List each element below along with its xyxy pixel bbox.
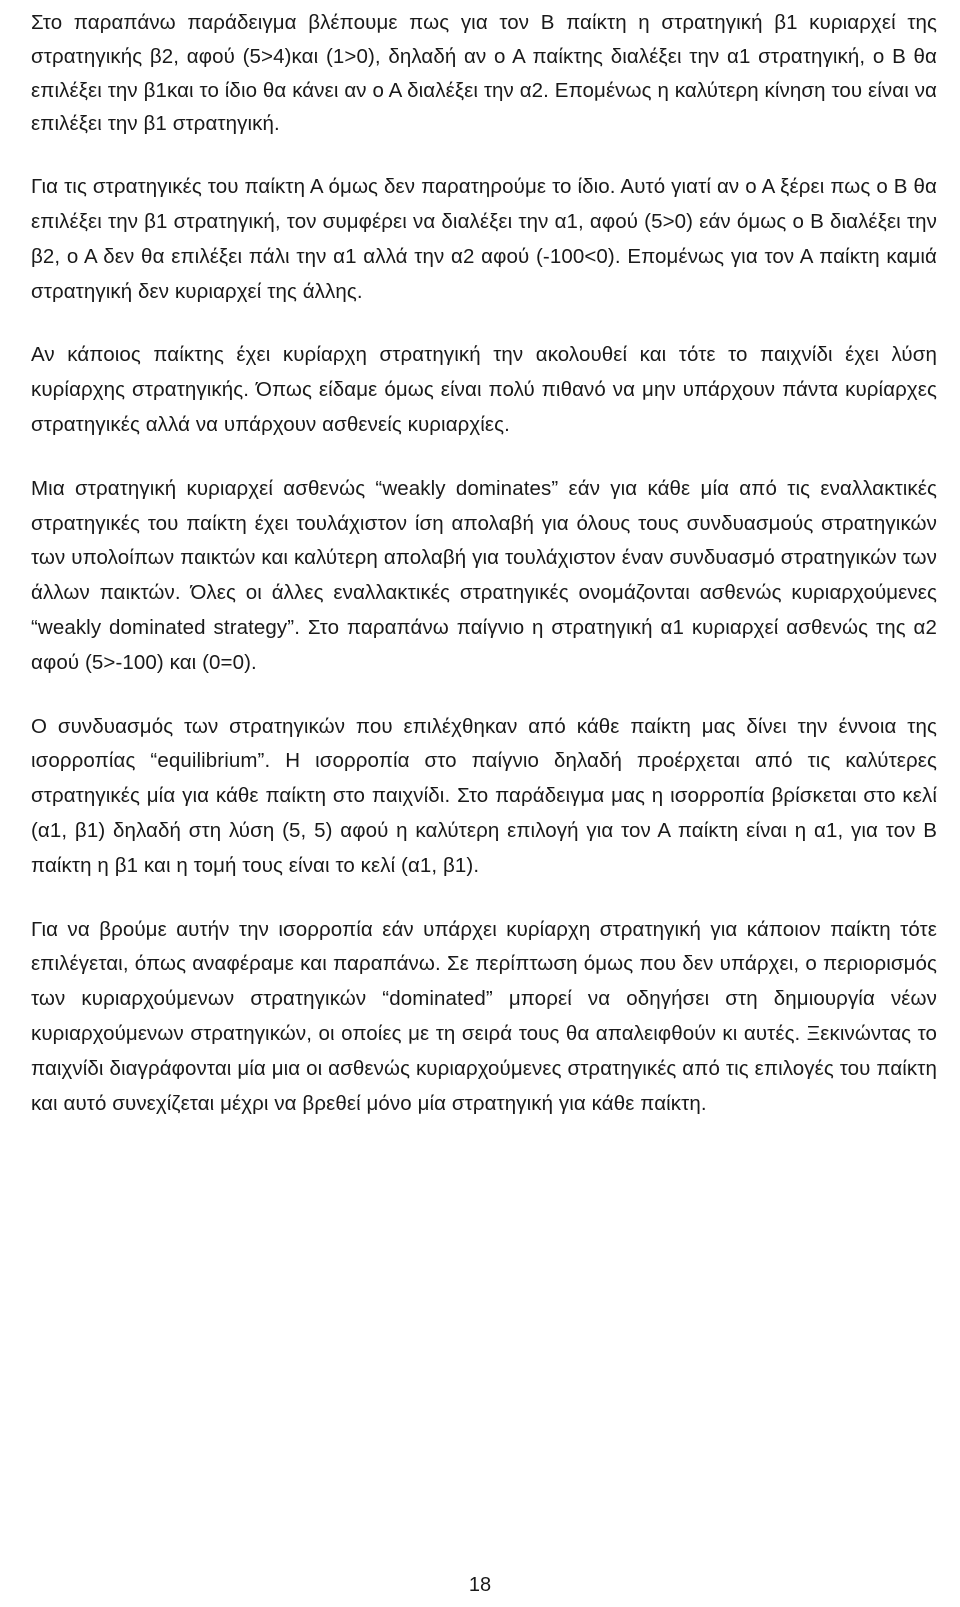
page-number: 18: [468, 1574, 492, 1596]
paragraph-finding-equilibrium: Για να βρούμε αυτήν την ισορροπία εάν υπάρχει κυρίαρχη στρατηγική για κάποιον παίκτη τότε επιλέγεται, όπως αναφέραμε και παραπάνω. Σε περίπτωση όμως που δεν υπάρχει, ο περιορισμός των κυριαρχούμενων στρατηγικών “dominated” μπορεί να οδηγήσει στη δημιουργία νέων κυριαρχούμενων στρατηγικών, οι οποίες με τη σειρά τους θα απαλειφθούν κι αυτές. Ξεκινώντας το παιχνίδι διαγράφονται μία μια οι ασθενώς κυριαρχούμενες στρατηγικές από τις επιλογές του παίκτη και αυτό συνεχίζεται μέχρι να βρεθεί μόνο μία στρατηγική για κάθε παίκτη.: [31, 917, 937, 1115]
paragraph-strategy-a-no-dominance: Για τις στρατηγικές του παίκτη Α όμως δεν παρατηρούμε το ίδιο. Αυτό γιατί αν ο Α ξέρει πως ο Β θα επιλέξει την β1 στρατηγική, τον συμφέρει να διαλέξει την α1, αφού (5>0) εάν όμως ο Β διαλέξει την β2, ο Α δεν θα επιλέξει πάλι την α1 αλλά την α2 αφού (-100<0). Επομένως για τον Α παίκτη καμιά στρατηγική δεν κυριαρχεί της άλλης.: [31, 175, 937, 303]
paragraph-weakly-dominates: Μια στρατηγική κυριαρχεί ασθενώς “weakly dominates” εάν για κάθε μία από τις εναλλακτικές στρατηγικές του παίκτη έχει τουλάχιστον ίση απολαβή για όλους τους συνδυασμούς στρατηγικών των υπολοίπων παικτών και καλύτερη απολαβή για τουλάχιστον έναν συνδυασμό στρατηγικών των άλλων παικτών. Όλες οι άλλες εναλλακτικές στρατηγικές ονομάζονται ασθενώς κυριαρχούμενες “weakly dominated strategy”. Στο παραπάνω παίγνιο η στρατηγική α1 κυριαρχεί ασθενώς της α2 αφού (5>-100) και (0=0).: [31, 476, 937, 674]
paragraph-equilibrium: Ο συνδυασμός των στρατηγικών που επιλέχθηκαν από κάθε παίκτη μας δίνει την έννοια της ισορροπίας “equilibrium”. Η ισορροπία στο παίγνιο δηλαδή προέρχεται από τις καλύτερες στρατηγικές μία για κάθε παίκτη στο παιχνίδι. Στο παράδειγμα μας η ισορροπία βρίσκεται στο κελί (α1, β1) δηλαδή στη λύση (5, 5) αφού η καλύτερη επιλογή για τον Α παίκτη είναι η α1, για τον Β παίκτη η β1 και η τομή τους είναι το κελί (α1, β1).: [31, 714, 937, 877]
document-body: [31, 6, 937, 1150]
paragraph-dominant-strategy-solution: Αν κάποιος παίκτης έχει κυρίαρχη στρατηγική την ακολουθεί και τότε το παιχνίδι έχει λύση κυρίαρχης στρατηγικής. Όπως είδαμε όμως είναι πολύ πιθανό να μην υπάρχουν πάντα κυρίαρχες στρατηγικές αλλά να υπάρχουν ασθενείς κυριαρχίες.: [31, 343, 937, 436]
paragraph-strategy-b-dominance: Στο παραπάνω παράδειγμα βλέπουμε πως για τον Β παίκτη η στρατηγική β1 κυριαρχεί της στρατηγικής β2, αφού (5>4)και (1>0), δηλαδή αν ο Α παίκτης διαλέξει την α1 στρατηγική, ο Β θα επιλέξει την β1και το ίδιο θα κάνει αν ο Α διαλέξει την α2. Επομένως η καλύτερη κίνηση του είναι να επιλέξει την β1 στρατηγική.: [31, 11, 937, 136]
